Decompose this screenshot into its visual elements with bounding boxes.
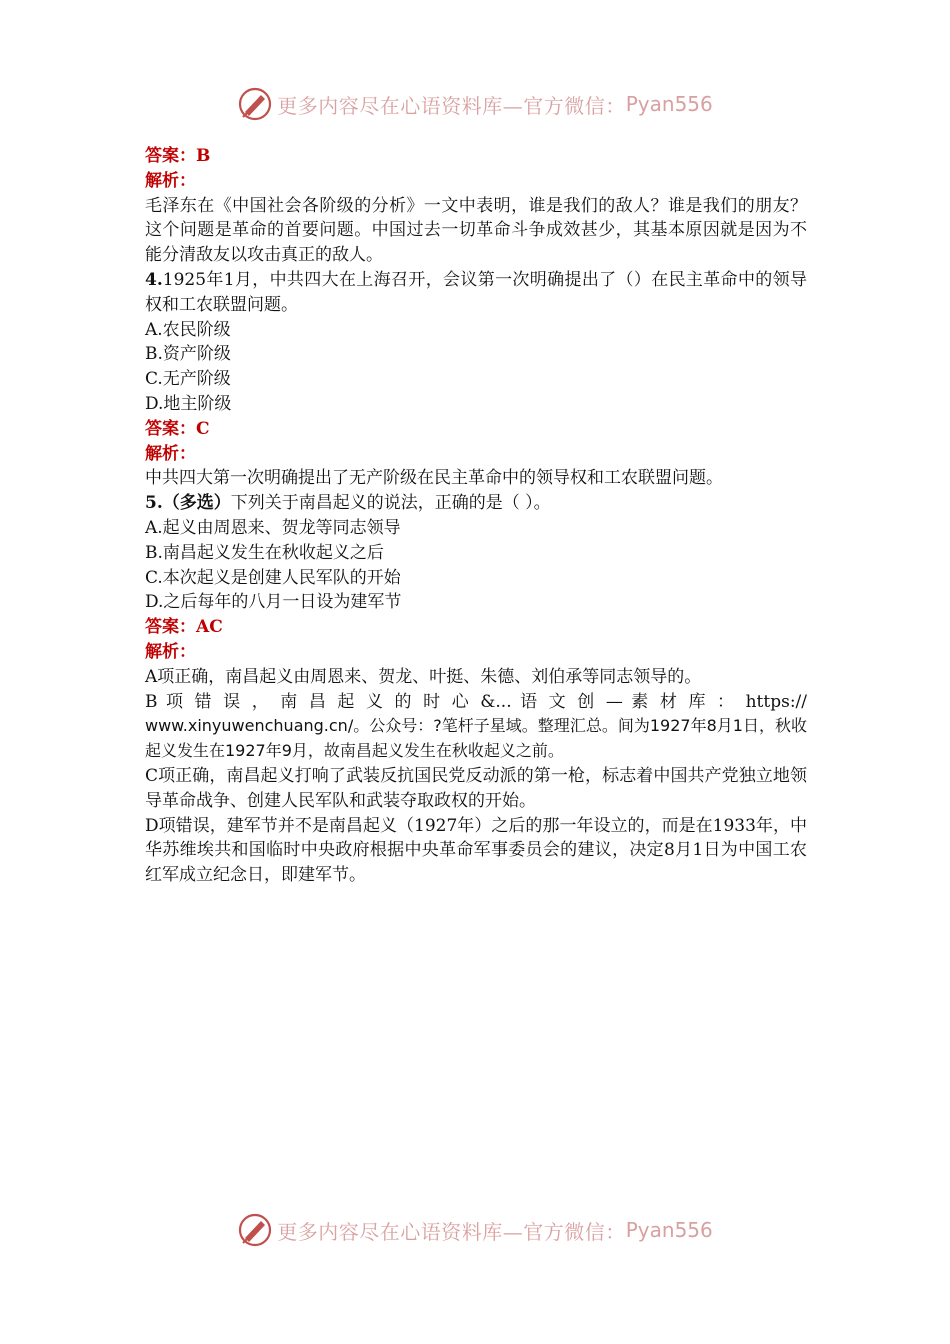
q4-question	[145, 268, 807, 318]
q5-option-a: A.起义由周恩来、贺龙等同志领导	[145, 517, 401, 538]
q4-stem: 1925年1月，中共四大在上海召开，会议第一次明确提出了（）在民主革命中的领导权和工农联盟问题。	[145, 269, 807, 315]
q5-answer: 答案：AC	[145, 617, 223, 638]
q4-option-a: A.农民阶级	[145, 319, 231, 340]
q5-tag: （多选）	[162, 493, 231, 514]
document-body	[145, 144, 807, 888]
banner-text: 更多内容尽在心语资料库—官方微信：	[277, 1219, 626, 1244]
q5-analysis-c: C项正确，南昌起义打响了武装反抗国民党反动派的第一枪，标志着中国共产党独立地领导革命战争、创建人民军队和武装夺取政权的开始。	[145, 765, 807, 811]
q5-analysis-a: A项正确，南昌起义由周恩来、贺龙、叶挺、朱德、刘伯承等同志领导的。	[145, 666, 702, 687]
q5-option-b: B.南昌起义发生在秋收起义之后	[145, 542, 384, 563]
q4-option-b: B.资产阶级	[145, 344, 231, 365]
pen-logo-icon	[237, 1212, 273, 1248]
banner-wechat-id: Pyan556	[625, 1218, 713, 1242]
q4-number: 4.	[145, 269, 163, 290]
header-banner	[0, 84, 950, 124]
q5-analysis-d: D项错误，建军节并不是南昌起义（1927年）之后的那一年设立的，而是在1933年，中华苏维埃共和国临时中央政府根据中央革命军事委员会的建议，决定8月1日为中国工农红军成立纪念日，即建军节。	[145, 815, 807, 886]
q4-option-c: C.无产阶级	[145, 369, 231, 390]
banner-wechat-id: Pyan556	[625, 92, 713, 116]
q5-analysis-b-line2: www.xinyuwenchuang.cn/。公众号：?笔杆子星域。整理汇总。间为1927年8月1日，秋收起义发生在1927年9月，故南昌起义发生在秋收起义之前。	[145, 716, 807, 761]
footer-banner	[0, 1210, 950, 1250]
q5-option-d: D.之后每年的八月一日设为建军节	[145, 592, 402, 613]
q4-answer: 答案：C	[145, 418, 210, 439]
banner-text: 更多内容尽在心语资料库—官方微信：	[277, 93, 626, 118]
q3-answer: 答案：B	[145, 146, 211, 166]
q4-analysis-label: 解析：	[145, 443, 196, 464]
q4-analysis: 中共四大第一次明确提出了无产阶级在民主革命中的领导权和工农联盟问题。	[145, 468, 723, 489]
pen-logo-icon	[237, 86, 273, 122]
q5-question	[145, 491, 807, 516]
q5-option-c: C.本次起义是创建人民军队的开始	[145, 567, 401, 588]
q5-analysis-b-line1: B 项 错 误 ， 南 昌 起 义 的 时 心 &... 语 文 创 — 素 材 库 ： https://	[145, 691, 807, 712]
q3-analysis: 毛泽东在《中国社会各阶级的分析》一文中表明，谁是我们的敌人？谁是我们的朋友？这个问题是革命的首要问题。中国过去一切革命斗争成效甚少，其基本原因就是因为不能分清敌友以攻击真正的敌人。	[145, 195, 807, 266]
q5-analysis-label: 解析：	[145, 641, 196, 662]
q3-analysis-label: 解析：	[145, 170, 196, 191]
q5-number: 5.	[145, 493, 163, 514]
q4-option-d: D.地主阶级	[145, 393, 232, 414]
q5-stem: 下列关于南昌起义的说法，正确的是（ ）。	[230, 493, 551, 514]
